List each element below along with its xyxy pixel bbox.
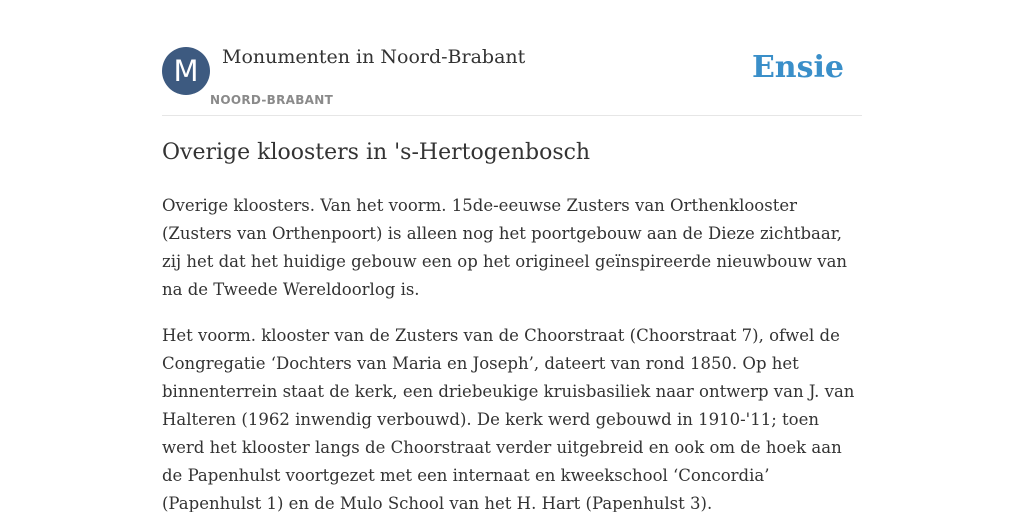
- site-subtitle[interactable]: NOORD-BRABANT: [210, 93, 334, 107]
- paragraph: Het voorm. klooster van de Zusters van de Choorstraat (Choorstraat 7), ofwel de Congregatie ‘Dochters van Maria en Joseph’, dateert van rond 1850. Op het binnenterrein staat de kerk, een driebeukige kruisbasiliek naar ontwerp van J. van Halteren (1962 inwendig verbouwd). De kerk werd gebouwd in 1910-'11; toen werd het klooster langs de Choorstraat verder uitgebreid en ook om de hoek aan de Papenhulst voortgezet met een internaat en kweekschool ‘Concordia’ (Papenhulst 1) en de Mulo School van het H. Hart (Papenhulst 3).: [162, 326, 855, 512]
- header: [162, 0, 862, 116]
- site-title[interactable]: Monumenten in Noord-Brabant: [222, 46, 526, 68]
- page: [162, 0, 862, 512]
- paragraph: Overige kloosters. Van het voorm. 15de-eeuwse Zusters van Orthenklooster (Zusters van Orthenpoort) is alleen nog het poortgebouw aan de Dieze zichtbaar, zij het dat het huidige gebouw een op het origineel geïnspireerde nieuwbouw van na de Tweede Wereldoorlog is.: [162, 196, 848, 299]
- brand-logo[interactable]: Ensie: [751, 50, 844, 85]
- article-title: Overige kloosters in 's-Hertogenbosch: [162, 140, 591, 165]
- article-body: [162, 192, 862, 512]
- avatar[interactable]: M: [162, 47, 210, 95]
